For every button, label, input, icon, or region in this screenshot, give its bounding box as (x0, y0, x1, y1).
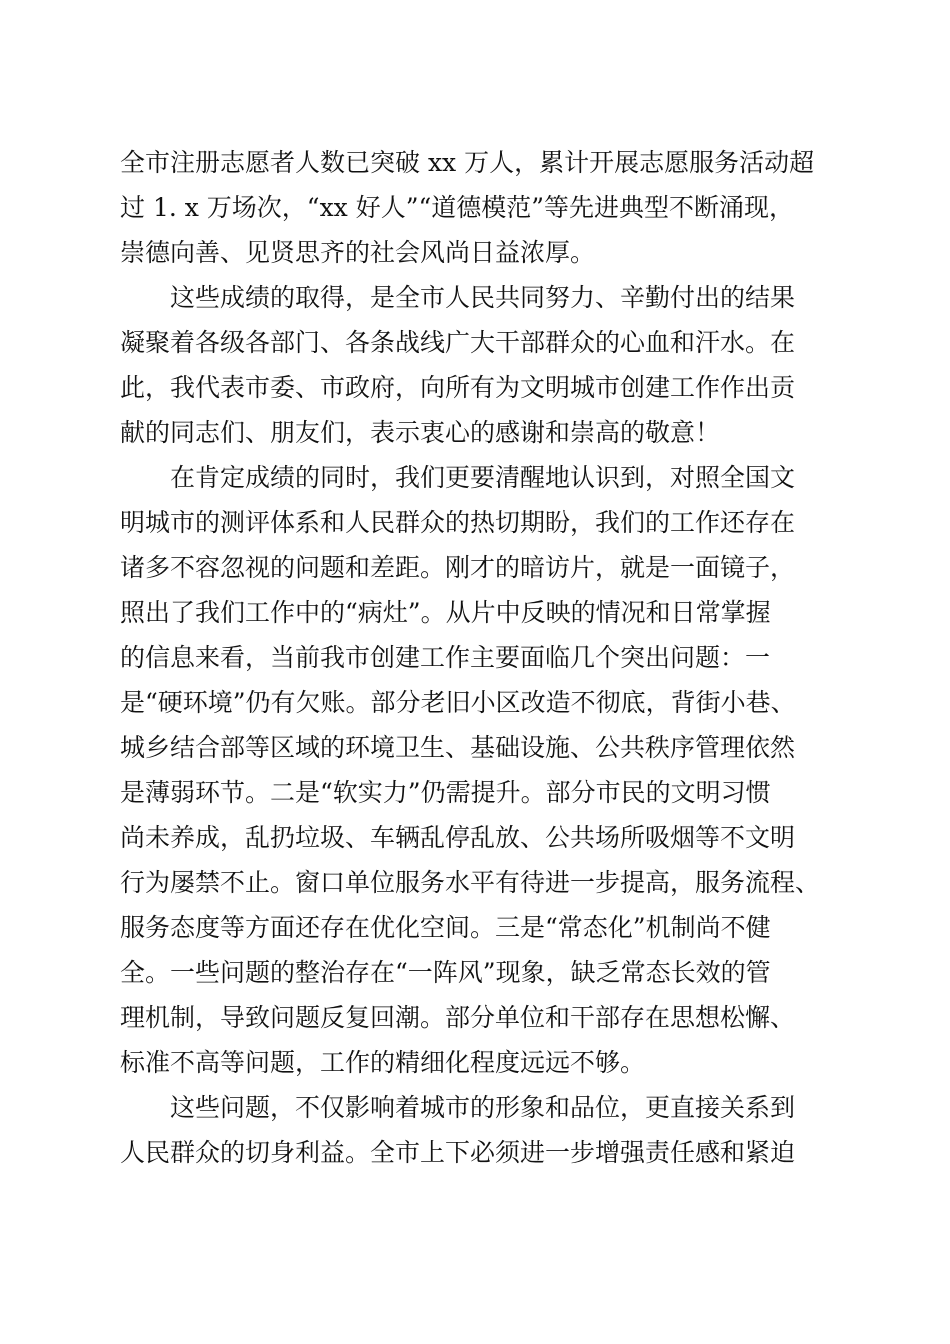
text-line: 诸多不容忽视的问题和差距。刚才的暗访片，就是一面镜子， (120, 553, 796, 582)
text-line: 照出了我们工作中的“病灶”。从片中反映的情况和日常掌握 (120, 598, 771, 627)
paragraph-responsibility (120, 1085, 840, 1175)
text-line: 人民群众的切身利益。全市上下必须进一步增强责任感和紧迫 (120, 1138, 796, 1167)
text-line: 这些问题，不仅影响着城市的形象和品位，更直接关系到 (120, 1093, 796, 1122)
text-line: 城乡结合部等区域的环境卫生、基础设施、公共秩序管理依然 (120, 733, 796, 762)
text-line: 凝聚着各级各部门、各条战线广大干部群众的心血和汗水。在 (120, 328, 796, 357)
text-line: 是“硬环境”仍有欠账。部分老旧小区改造不彻底，背街小巷、 (120, 688, 796, 717)
text-line: 是薄弱环节。二是“软实力”仍需提升。部分市民的文明习惯 (120, 778, 771, 807)
paragraph-volunteer-stats (120, 140, 840, 275)
text-line: 尚未养成，乱扔垃圾、车辆乱停乱放、公共场所吸烟等不文明 (120, 823, 796, 852)
text-line: 此，我代表市委、市政府，向所有为文明城市创建工作作出贡 (120, 373, 796, 402)
text-line: 过 1. x 万场次，“xx 好人”“道德模范”等先进典型不断涌现， (120, 193, 795, 222)
text-line: 这些成绩的取得，是全市人民共同努力、辛勤付出的结果 (120, 283, 796, 312)
text-line: 理机制，导致问题反复回潮。部分单位和干部存在思想松懈、 (120, 1003, 796, 1032)
text-line: 服务态度等方面还存在优化空间。三是“常态化”机制尚不健 (120, 913, 771, 942)
text-line: 明城市的测评体系和人民群众的热切期盼，我们的工作还存在 (120, 508, 796, 537)
text-line: 全。一些问题的整治存在“一阵风”现象，缺乏常态长效的管 (120, 958, 771, 987)
paragraph-problems (120, 455, 840, 1085)
text-line: 行为屡禁不止。窗口单位服务水平有待进一步提高，服务流程、 (120, 868, 821, 897)
text-line: 献的同志们、朋友们，表示衷心的感谢和崇高的敬意！ (120, 418, 721, 447)
text-line: 崇德向善、见贤思齐的社会风尚日益浓厚。 (120, 238, 596, 267)
text-line: 全市注册志愿者人数已突破 xx 万人，累计开展志愿服务活动超 (120, 148, 815, 177)
paragraph-acknowledgement (120, 275, 840, 455)
document-body (120, 140, 840, 1175)
text-line: 在肯定成绩的同时，我们更要清醒地认识到，对照全国文 (120, 463, 796, 492)
text-line: 的信息来看，当前我市创建工作主要面临几个突出问题：一 (120, 643, 771, 672)
text-line: 标准不高等问题，工作的精细化程度远远不够。 (120, 1048, 646, 1077)
